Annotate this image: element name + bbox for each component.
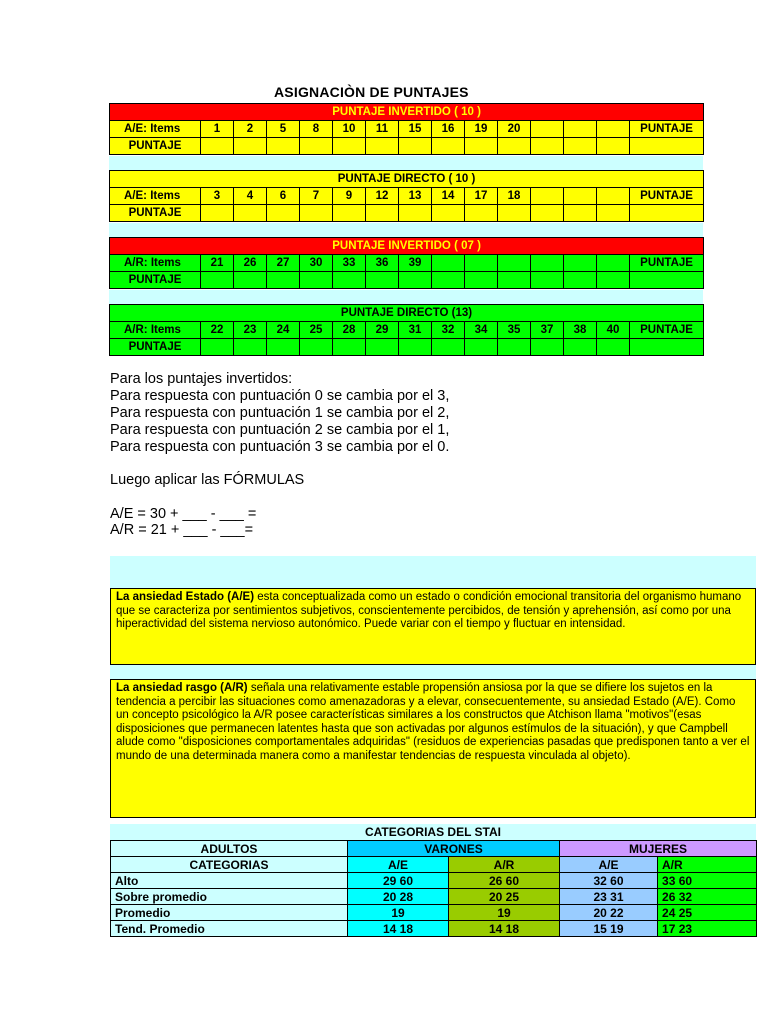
item-cell: 36 bbox=[366, 255, 399, 272]
item-cell: 13 bbox=[399, 188, 432, 205]
item-cell bbox=[465, 255, 498, 272]
score-cell[interactable] bbox=[201, 138, 234, 155]
item-cell: 37 bbox=[531, 322, 564, 339]
item-cell bbox=[564, 255, 597, 272]
score-cell[interactable] bbox=[399, 272, 432, 289]
varones-ae-header: A/E bbox=[348, 857, 449, 873]
score-label: PUNTAJE bbox=[630, 188, 704, 205]
mujeres-ar-header: A/R bbox=[658, 857, 757, 873]
estado-term: La ansiedad Estado (A/E) bbox=[116, 591, 255, 603]
separator-strip bbox=[110, 665, 756, 679]
score-cell[interactable] bbox=[531, 339, 564, 356]
item-cell: 26 bbox=[234, 255, 267, 272]
item-cell: 6 bbox=[267, 188, 300, 205]
mujeres-ae-header: A/E bbox=[560, 857, 658, 873]
item-cell: 22 bbox=[201, 322, 234, 339]
score-cell[interactable] bbox=[399, 205, 432, 222]
score-cell[interactable] bbox=[597, 138, 630, 155]
item-cell bbox=[564, 121, 597, 138]
score-cell[interactable] bbox=[465, 138, 498, 155]
score-cell[interactable] bbox=[366, 272, 399, 289]
score-cell[interactable] bbox=[234, 272, 267, 289]
score-cell[interactable] bbox=[498, 272, 531, 289]
cell: 20 22 bbox=[560, 905, 658, 921]
item-cell: 17 bbox=[465, 188, 498, 205]
item-cell: 16 bbox=[432, 121, 465, 138]
rasgo-term: La ansiedad rasgo (A/R) bbox=[116, 682, 248, 694]
score-cell[interactable] bbox=[300, 339, 333, 356]
item-cell: 7 bbox=[300, 188, 333, 205]
score-cell[interactable] bbox=[399, 138, 432, 155]
score-cell[interactable] bbox=[300, 205, 333, 222]
instruction-line: Para respuesta con puntuación 1 se cambia por el 2, bbox=[110, 405, 450, 421]
estado-definition bbox=[110, 588, 756, 665]
table-header: PUNTAJE DIRECTO (13) bbox=[110, 305, 704, 322]
score-cell[interactable] bbox=[300, 138, 333, 155]
row-label: A/E: Items bbox=[110, 121, 201, 138]
score-cell[interactable] bbox=[234, 205, 267, 222]
separator-strip bbox=[109, 290, 703, 304]
score-cell[interactable] bbox=[531, 138, 564, 155]
item-cell bbox=[597, 121, 630, 138]
table-header: PUNTAJE DIRECTO ( 10 ) bbox=[110, 171, 704, 188]
item-cell bbox=[432, 255, 465, 272]
row-label: A/R: Items bbox=[110, 322, 201, 339]
instruction-line: Para respuesta con puntuación 3 se cambia por el 0. bbox=[110, 439, 450, 455]
score-cell[interactable] bbox=[366, 339, 399, 356]
item-cell: 28 bbox=[333, 322, 366, 339]
score-cell[interactable] bbox=[333, 205, 366, 222]
item-cell: 27 bbox=[267, 255, 300, 272]
cell: 14 18 bbox=[348, 921, 449, 937]
score-cell[interactable] bbox=[267, 138, 300, 155]
score-cell[interactable] bbox=[564, 339, 597, 356]
cell: 19 bbox=[348, 905, 449, 921]
cell: 33 60 bbox=[658, 873, 757, 889]
total-cell[interactable] bbox=[630, 205, 704, 222]
formula-ae: A/E = 30 + ___ - ___ = bbox=[110, 506, 257, 522]
table-header: PUNTAJE INVERTIDO ( 10 ) bbox=[110, 104, 704, 121]
item-cell: 24 bbox=[267, 322, 300, 339]
item-cell bbox=[531, 121, 564, 138]
score-cell[interactable] bbox=[465, 339, 498, 356]
score-cell[interactable] bbox=[597, 339, 630, 356]
page-title: ASIGNACIÒN DE PUNTAJES bbox=[274, 84, 469, 100]
item-cell bbox=[597, 255, 630, 272]
score-cell[interactable] bbox=[300, 272, 333, 289]
estado-text: esta conceptualizada como un estado o condición emocional transitoria del organismo humano que se caracteriza por sentimientos subjetivos, conscientemente percibidos, de tensión y aprehensión, así como por una hiperactividad del sistema nervioso autonómico. Puede variar con el tiempo y fluctuar en intensidad. bbox=[116, 591, 742, 631]
puntaje-label: PUNTAJE bbox=[110, 339, 201, 356]
cell: 20 28 bbox=[348, 889, 449, 905]
score-cell[interactable] bbox=[234, 138, 267, 155]
item-cell: 10 bbox=[333, 121, 366, 138]
cell: 32 60 bbox=[560, 873, 658, 889]
puntaje-label: PUNTAJE bbox=[110, 272, 201, 289]
total-cell[interactable] bbox=[630, 339, 704, 356]
item-cell: 4 bbox=[234, 188, 267, 205]
item-cell: 40 bbox=[597, 322, 630, 339]
formula-ar: A/R = 21 + ___ - ___= bbox=[110, 522, 254, 538]
cell: 26 32 bbox=[658, 889, 757, 905]
cell: 20 25 bbox=[449, 889, 560, 905]
score-cell[interactable] bbox=[597, 205, 630, 222]
score-label: PUNTAJE bbox=[630, 121, 704, 138]
score-cell[interactable] bbox=[498, 138, 531, 155]
separator-strip bbox=[110, 556, 756, 588]
rasgo-definition bbox=[110, 679, 756, 818]
score-cell[interactable] bbox=[201, 205, 234, 222]
item-cell bbox=[531, 255, 564, 272]
mujeres-header: MUJERES bbox=[560, 841, 757, 857]
categorias-table bbox=[110, 840, 757, 937]
item-cell: 33 bbox=[333, 255, 366, 272]
category-name: Promedio bbox=[111, 905, 348, 921]
item-cell: 12 bbox=[366, 188, 399, 205]
item-cell bbox=[564, 188, 597, 205]
cell: 14 18 bbox=[449, 921, 560, 937]
score-cell[interactable] bbox=[201, 339, 234, 356]
cell: 23 31 bbox=[560, 889, 658, 905]
item-cell: 15 bbox=[399, 121, 432, 138]
instruction-line: Para respuesta con puntuación 2 se cambia por el 1, bbox=[110, 422, 450, 438]
cell: 26 60 bbox=[449, 873, 560, 889]
item-cell: 9 bbox=[333, 188, 366, 205]
item-cell: 2 bbox=[234, 121, 267, 138]
category-name: Alto bbox=[111, 873, 348, 889]
score-table-ae-inverted bbox=[109, 103, 704, 155]
score-cell[interactable] bbox=[531, 205, 564, 222]
score-cell[interactable] bbox=[267, 339, 300, 356]
separator-strip bbox=[109, 156, 703, 170]
instruction-line: Para los puntajes invertidos: bbox=[110, 371, 293, 387]
score-cell[interactable] bbox=[498, 205, 531, 222]
item-cell: 20 bbox=[498, 121, 531, 138]
item-cell: 21 bbox=[201, 255, 234, 272]
item-cell: 11 bbox=[366, 121, 399, 138]
score-cell[interactable] bbox=[366, 205, 399, 222]
item-cell: 34 bbox=[465, 322, 498, 339]
table-row bbox=[111, 873, 757, 889]
cell: 29 60 bbox=[348, 873, 449, 889]
item-cell: 1 bbox=[201, 121, 234, 138]
puntaje-label: PUNTAJE bbox=[110, 138, 201, 155]
score-cell[interactable] bbox=[597, 272, 630, 289]
item-cell: 25 bbox=[300, 322, 333, 339]
item-cell: 23 bbox=[234, 322, 267, 339]
score-cell[interactable] bbox=[564, 272, 597, 289]
item-cell bbox=[498, 255, 531, 272]
total-cell[interactable] bbox=[630, 272, 704, 289]
category-name: Tend. Promedio bbox=[111, 921, 348, 937]
score-cell[interactable] bbox=[432, 138, 465, 155]
table-row bbox=[111, 889, 757, 905]
score-cell[interactable] bbox=[333, 138, 366, 155]
score-cell[interactable] bbox=[465, 272, 498, 289]
score-label: PUNTAJE bbox=[630, 322, 704, 339]
item-cell: 31 bbox=[399, 322, 432, 339]
rasgo-text: señala una relativamente estable propensión ansiosa por la que se difiere los sujetos en la tendencia a percibir las situaciones como amenazadoras y a elevar, consecuentemente, su ansiedad Estado (A/E). Como un concepto psicológico la A/R posee características similares a los constructos que Atchison llama "motivos"(esas disposiciones que permanecen latentes hasta que son activadas por algunos estímulos de la situación), y que Campbell alude como "disposiciones comportamentales adquiridas" (residuos de experiencias pasadas que predisponen tanto a ver el mundo de una determinada manera como a manifestar tendencias de respuesta vinculada al objeto). bbox=[116, 682, 750, 762]
score-cell[interactable] bbox=[498, 339, 531, 356]
score-table-ae-direct bbox=[109, 170, 704, 222]
instruction-line: Para respuesta con puntuación 0 se cambia por el 3, bbox=[110, 388, 450, 404]
cell: 17 23 bbox=[658, 921, 757, 937]
cell: 24 25 bbox=[658, 905, 757, 921]
item-cell: 38 bbox=[564, 322, 597, 339]
item-cell bbox=[531, 188, 564, 205]
item-cell: 19 bbox=[465, 121, 498, 138]
item-cell: 29 bbox=[366, 322, 399, 339]
table-header: PUNTAJE INVERTIDO ( 07 ) bbox=[110, 238, 704, 255]
instruction-line: Luego aplicar las FÓRMULAS bbox=[110, 472, 305, 488]
score-label: PUNTAJE bbox=[630, 255, 704, 272]
score-cell[interactable] bbox=[465, 205, 498, 222]
varones-header: VARONES bbox=[348, 841, 560, 857]
total-cell[interactable] bbox=[630, 138, 704, 155]
table-row bbox=[111, 921, 757, 937]
score-cell[interactable] bbox=[333, 272, 366, 289]
item-cell: 39 bbox=[399, 255, 432, 272]
category-name: Sobre promedio bbox=[111, 889, 348, 905]
item-cell: 32 bbox=[432, 322, 465, 339]
score-cell[interactable] bbox=[267, 205, 300, 222]
score-table-ar-direct bbox=[109, 304, 704, 356]
score-cell[interactable] bbox=[564, 205, 597, 222]
score-cell[interactable] bbox=[564, 138, 597, 155]
item-cell: 8 bbox=[300, 121, 333, 138]
row-label: A/R: Items bbox=[110, 255, 201, 272]
score-cell[interactable] bbox=[201, 272, 234, 289]
item-cell: 5 bbox=[267, 121, 300, 138]
score-cell[interactable] bbox=[399, 339, 432, 356]
score-cell[interactable] bbox=[432, 205, 465, 222]
item-cell bbox=[597, 188, 630, 205]
score-table-ar-inverted bbox=[109, 237, 704, 289]
varones-ar-header: A/R bbox=[449, 857, 560, 873]
item-cell: 30 bbox=[300, 255, 333, 272]
puntaje-label: PUNTAJE bbox=[110, 205, 201, 222]
adultos-header: ADULTOS bbox=[111, 841, 348, 857]
table-row bbox=[111, 905, 757, 921]
cell: 19 bbox=[449, 905, 560, 921]
separator-strip bbox=[109, 223, 703, 237]
cell: 15 19 bbox=[560, 921, 658, 937]
score-cell[interactable] bbox=[333, 339, 366, 356]
score-cell[interactable] bbox=[366, 138, 399, 155]
score-cell[interactable] bbox=[234, 339, 267, 356]
score-cell[interactable] bbox=[267, 272, 300, 289]
row-label: A/E: Items bbox=[110, 188, 201, 205]
score-cell[interactable] bbox=[432, 272, 465, 289]
categorias-header: CATEGORIAS bbox=[111, 857, 348, 873]
item-cell: 35 bbox=[498, 322, 531, 339]
item-cell: 3 bbox=[201, 188, 234, 205]
categorias-title: CATEGORIAS DEL STAI bbox=[364, 825, 501, 839]
score-cell[interactable] bbox=[432, 339, 465, 356]
item-cell: 14 bbox=[432, 188, 465, 205]
item-cell: 18 bbox=[498, 188, 531, 205]
score-cell[interactable] bbox=[531, 272, 564, 289]
